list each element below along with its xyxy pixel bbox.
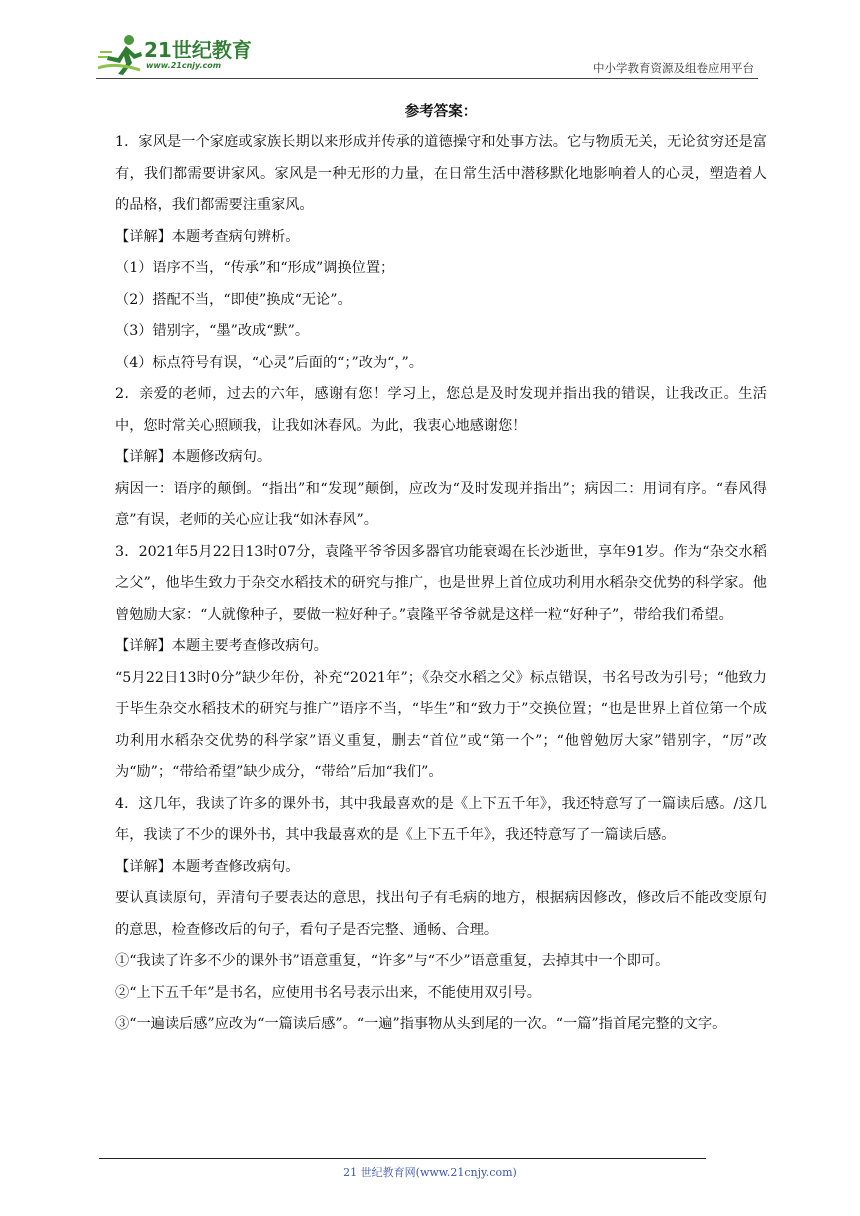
page-footer[interactable]: 21 世纪教育网(www.21cnjy.com) bbox=[343, 1166, 517, 1179]
answer-3: 3．2021年5月22日13时07分，袁隆平爷爷因多器官功能衰竭在长沙逝世，享年91岁。作为“杂交水稻之父”，他毕生致力于杂交水稻技术的研究与推广，也是世界上首位成功利用水稻杂交优势的科学家。他曾勉励大家：“人就像种子，要做一粒好种子。”袁隆平爷爷就是这样一粒“好种子”，带给我们希望。 bbox=[115, 543, 767, 623]
detail-1-item-4: （4）标点符号有误，“心灵”后面的“；”改为“，”。 bbox=[115, 354, 423, 371]
page-header bbox=[96, 28, 758, 79]
detail-2-explanation: 病因一：语序的颠倒。“指出”和“发现”颠倒，应改为“及时发现并指出”；病因二：用词有序。“春风得意”有误，老师的关心应让我“如沐春风”。 bbox=[115, 480, 767, 528]
logo-url: www.21cnjy.com bbox=[146, 61, 222, 70]
runner-logo-icon bbox=[96, 32, 146, 76]
detail-4-item-2: ②“上下五千年”是书名，应使用书名号表示出来，不能使用双引号。 bbox=[115, 984, 541, 1001]
answer-content bbox=[115, 97, 767, 1041]
page-title: 参考答案： bbox=[404, 104, 478, 120]
detail-3: 【详解】本题主要考查修改病句。 bbox=[115, 638, 328, 654]
footer-divider bbox=[99, 1158, 706, 1159]
platform-name: 中小学教育资源及组卷应用平台 bbox=[593, 61, 754, 75]
detail-1-item-1: （1）语序不当，“传承”和“形成”调换位置； bbox=[115, 260, 395, 276]
answer-2: 2．亲爱的老师，过去的六年，感谢有您！学习上，您总是及时发现并指出我的错误，让我改正。生活中，您时常关心照顾我，让我如沐春风。为此，我衷心地感谢您！ bbox=[115, 386, 767, 434]
detail-1-item-2: （2）搭配不当，“即使”换成“无论”。 bbox=[115, 291, 352, 308]
detail-4-explanation: 要认真读原句，弄清句子要表达的意思，找出句子有毛病的地方，根据病因修改，修改后不能改变原句的意思，检查修改后的句子，看句子是否完整、通畅、合理。 bbox=[115, 890, 767, 938]
answer-1: 1．家风是一个家庭或家族长期以来形成并传承的道德操守和处事方法。它与物质无关，无论贫穷还是富有，我们都需要讲家风。家风是一种无形的力量，在日常生活中潜移默化地影响着人的心灵，塑造着人的品格，我们都需要注重家风。 bbox=[115, 134, 767, 213]
detail-4: 【详解】本题考查修改病句。 bbox=[115, 858, 300, 875]
detail-4-item-1: ①“我读了许多不少的课外书”语意重复，“许多”与“不少”语意重复，去掉其中一个即可。 bbox=[115, 953, 670, 969]
logo bbox=[96, 32, 266, 76]
detail-1: 【详解】本题考查病句辨析。 bbox=[115, 228, 300, 245]
logo-text: 21世纪教育 bbox=[144, 38, 252, 62]
detail-3-explanation: “5月22日13时0分”缺少年份，补充“2021年”；《杂交水稻之父》标点错误，书名号改为引号；“他致力于毕生杂交水稻技术的研究与推广”语序不当，“毕生”和“致力于”交换位置；“也是世界上首位第一个成功利用水稻杂交优势的科学家”语义重复，删去“首位”或“第一个”；“他曾勉厉大家”错别字，“厉”改为“励”；“带给希望”缺少成分，“带给”后加“我们”。 bbox=[115, 669, 767, 780]
detail-2: 【详解】本题修改病句。 bbox=[115, 449, 272, 465]
detail-4-item-3: ③“一遍读后感”应改为“一篇读后感”。“一遍”指事物从头到尾的一次。“一篇”指首尾完整的文字。 bbox=[115, 1016, 727, 1032]
answer-4: 4．这几年，我读了许多的课外书，其中我最喜欢的是《上下五千年》，我还特意写了一篇读后感。/这几年，我读了不少的课外书，其中我最喜欢的是《上下五千年》，我还特意写了一篇读后感。 bbox=[115, 795, 767, 843]
detail-1-item-3: （3）错别字，“墨”改成“默”。 bbox=[115, 323, 310, 339]
